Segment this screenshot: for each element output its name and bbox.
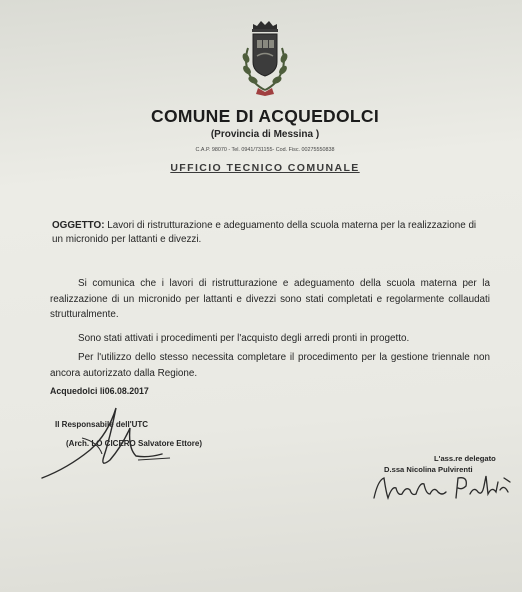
- subject-label: OGGETTO:: [52, 220, 105, 231]
- office-name: UFFICIO TECNICO COMUNALE: [170, 162, 360, 174]
- right-signatory-role: L'ass.re delegato: [434, 454, 496, 463]
- coat-of-arms-icon: [236, 18, 294, 100]
- left-signatory-name: (Arch. LO CICERO Salvatore Ettore): [66, 439, 203, 448]
- subject-block: [52, 219, 488, 247]
- body-paragraph-1: Si comunica che i lavori di ristrutturazione e adeguamento della scuola materna per la realizzazione di un micronido per lattanti e divezzi sono stati completati e regolarmente collaudati strutturalmente.: [50, 278, 490, 320]
- right-signatory-name: D.ssa Nicolina Pulvirenti: [384, 465, 473, 474]
- right-signature-icon: [370, 472, 515, 504]
- left-signature-icon: [38, 398, 178, 484]
- municipality-title: COMUNE DI ACQUEDOLCI: [151, 106, 379, 126]
- place-date: Acquedolci li06.08.2017: [50, 386, 149, 396]
- body-paragraph-2: Sono stati attivati i procedimenti per l'acquisto degli arredi pronti in progetto.: [78, 333, 410, 344]
- left-signatory-role: Il Responsabile dell'UTC: [55, 420, 149, 429]
- body-paragraph-3: Per l'utilizzo dello stesso necessita completare il procedimento per la gestione triennale non ancora autorizzato dalla Regione.: [50, 352, 490, 379]
- contact-line: C.A.P. 98070 - Tel. 0941/731155- Cod. Fisc. 00275550838: [195, 147, 335, 153]
- subject-text: Lavori di ristrutturazione e adeguamento della scuola materna per la realizzazione di un micronido per lattanti e divezzi.: [52, 220, 477, 245]
- province-line: (Provincia di Messina ): [210, 129, 320, 140]
